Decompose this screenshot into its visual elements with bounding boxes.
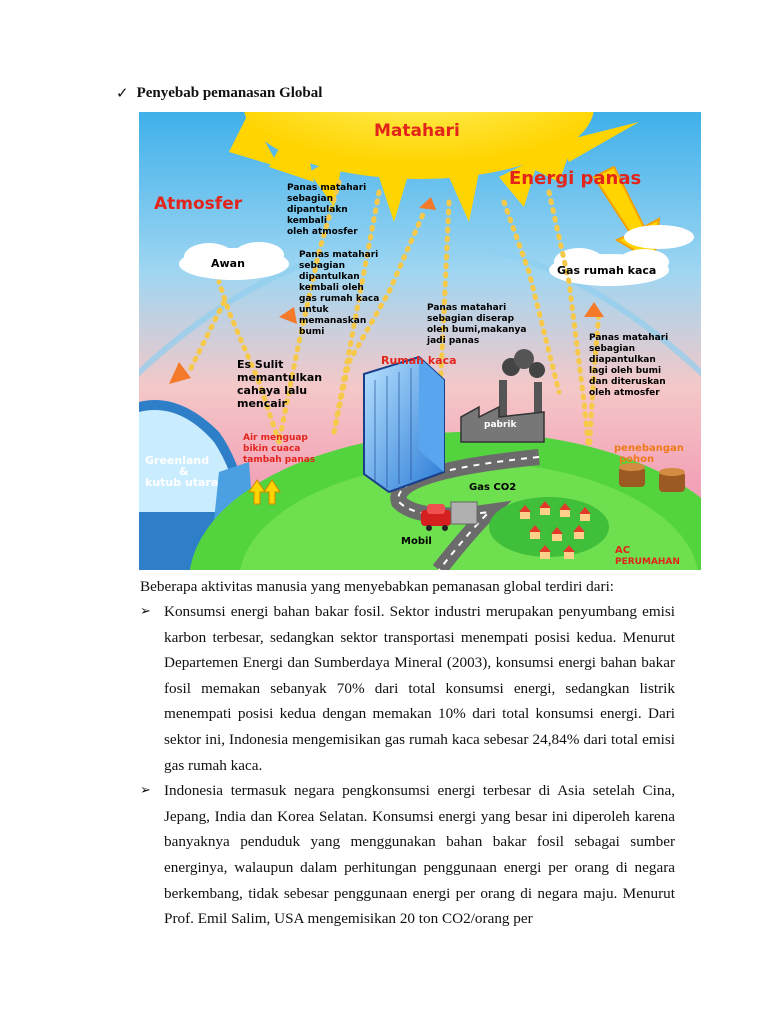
matahari-label: Matahari xyxy=(374,121,460,141)
air-menguap-note: Air menguap bikin cuaca tambah panas xyxy=(243,433,316,465)
panas-note-3: Panas matahari sebagian diserap oleh bumi,makanya jadi panas xyxy=(427,303,527,346)
panas-note-1: Panas matahari sebagian dipantulakn kembali oleh atmosfer xyxy=(287,183,367,237)
pabrik-label: pabrik xyxy=(484,420,517,430)
arrow-bullet-icon: ➢ xyxy=(140,783,151,799)
global-warming-illustration xyxy=(139,112,701,570)
section-heading xyxy=(116,84,322,102)
list-item-text: Indonesia termasuk negara pengkonsumsi energi terbesar di Asia setelah Cina, Jepang, India dan Korea Selatan. Konsumsi energi yang besar ini diperoleh karena banyaknya penduduk yang menggunakan bahan bakar fosil sebagai sumber energinya, walaupun dalam perhitungan penggunaan energi per orang di negara berkembang, tidak sebesar penggunaan energi per orang di negara maju. Menurut Prof. Emil Salim, USA mengemisikan 20 ton CO2/orang per xyxy=(164,782,675,928)
list-item xyxy=(140,778,675,932)
mobil-label: Mobil xyxy=(401,536,432,547)
bullet-list xyxy=(140,599,675,932)
greenhouse-building-icon xyxy=(364,357,444,492)
rumah-kaca-label: Rumah kaca xyxy=(381,354,457,367)
energi-panas-label: Energi panas xyxy=(509,168,642,189)
intro-paragraph: Beberapa aktivitas manusia yang menyebabkan pemanasan global terdiri dari: xyxy=(140,578,615,595)
checkmark-icon: ✓ xyxy=(116,84,129,102)
gas-rumah-kaca-label: Gas rumah kaca xyxy=(557,264,657,277)
arrow-bullet-icon: ➢ xyxy=(140,604,151,619)
ac-label: AC xyxy=(615,545,631,556)
list-item xyxy=(140,599,675,778)
greenland-label: Greenland & kutub utara xyxy=(145,454,219,489)
atmosfer-label: Atmosfer xyxy=(154,194,243,214)
perumahan-label: PERUMAHAN xyxy=(615,557,680,567)
panas-note-4: Panas matahari sebagian diapantulkan lagi oleh bumi dan diteruskan oleh atmosfer xyxy=(589,333,669,398)
panas-note-2: Panas matahari sebagian dipantulkan kembali oleh gas rumah kaca untuk memanaskan bumi xyxy=(299,250,380,337)
gas-co2-label: Gas CO2 xyxy=(469,482,517,493)
penebangan-label: penebangan pohon xyxy=(614,443,684,465)
heading-text: Penyebab pemanasan Global xyxy=(136,84,323,101)
es-sulit-note: Es Sulit memantulkan cahaya lalu mencair xyxy=(237,358,323,410)
awan-label: Awan xyxy=(211,257,245,270)
list-item-text: Konsumsi energi bahan bakar fosil. Sektor industri merupakan penyumbang emisi karbon terbesar, sedangkan sektor transportasi menempati posisi kedua. Menurut Departemen Energi dan Sumberdaya Mineral (2003), konsumsi energi bahan bakar fosil memakan sebanyak 70% dari total konsumsi energi, sedangkan listrik menempati posisi kedua dengan memakan 10% dari total konsumsi energi. Dari sektor ini, Indonesia mengemisikan gas rumah kaca sebesar 24,84% dari total emisi gas rumah kaca. xyxy=(164,603,675,774)
